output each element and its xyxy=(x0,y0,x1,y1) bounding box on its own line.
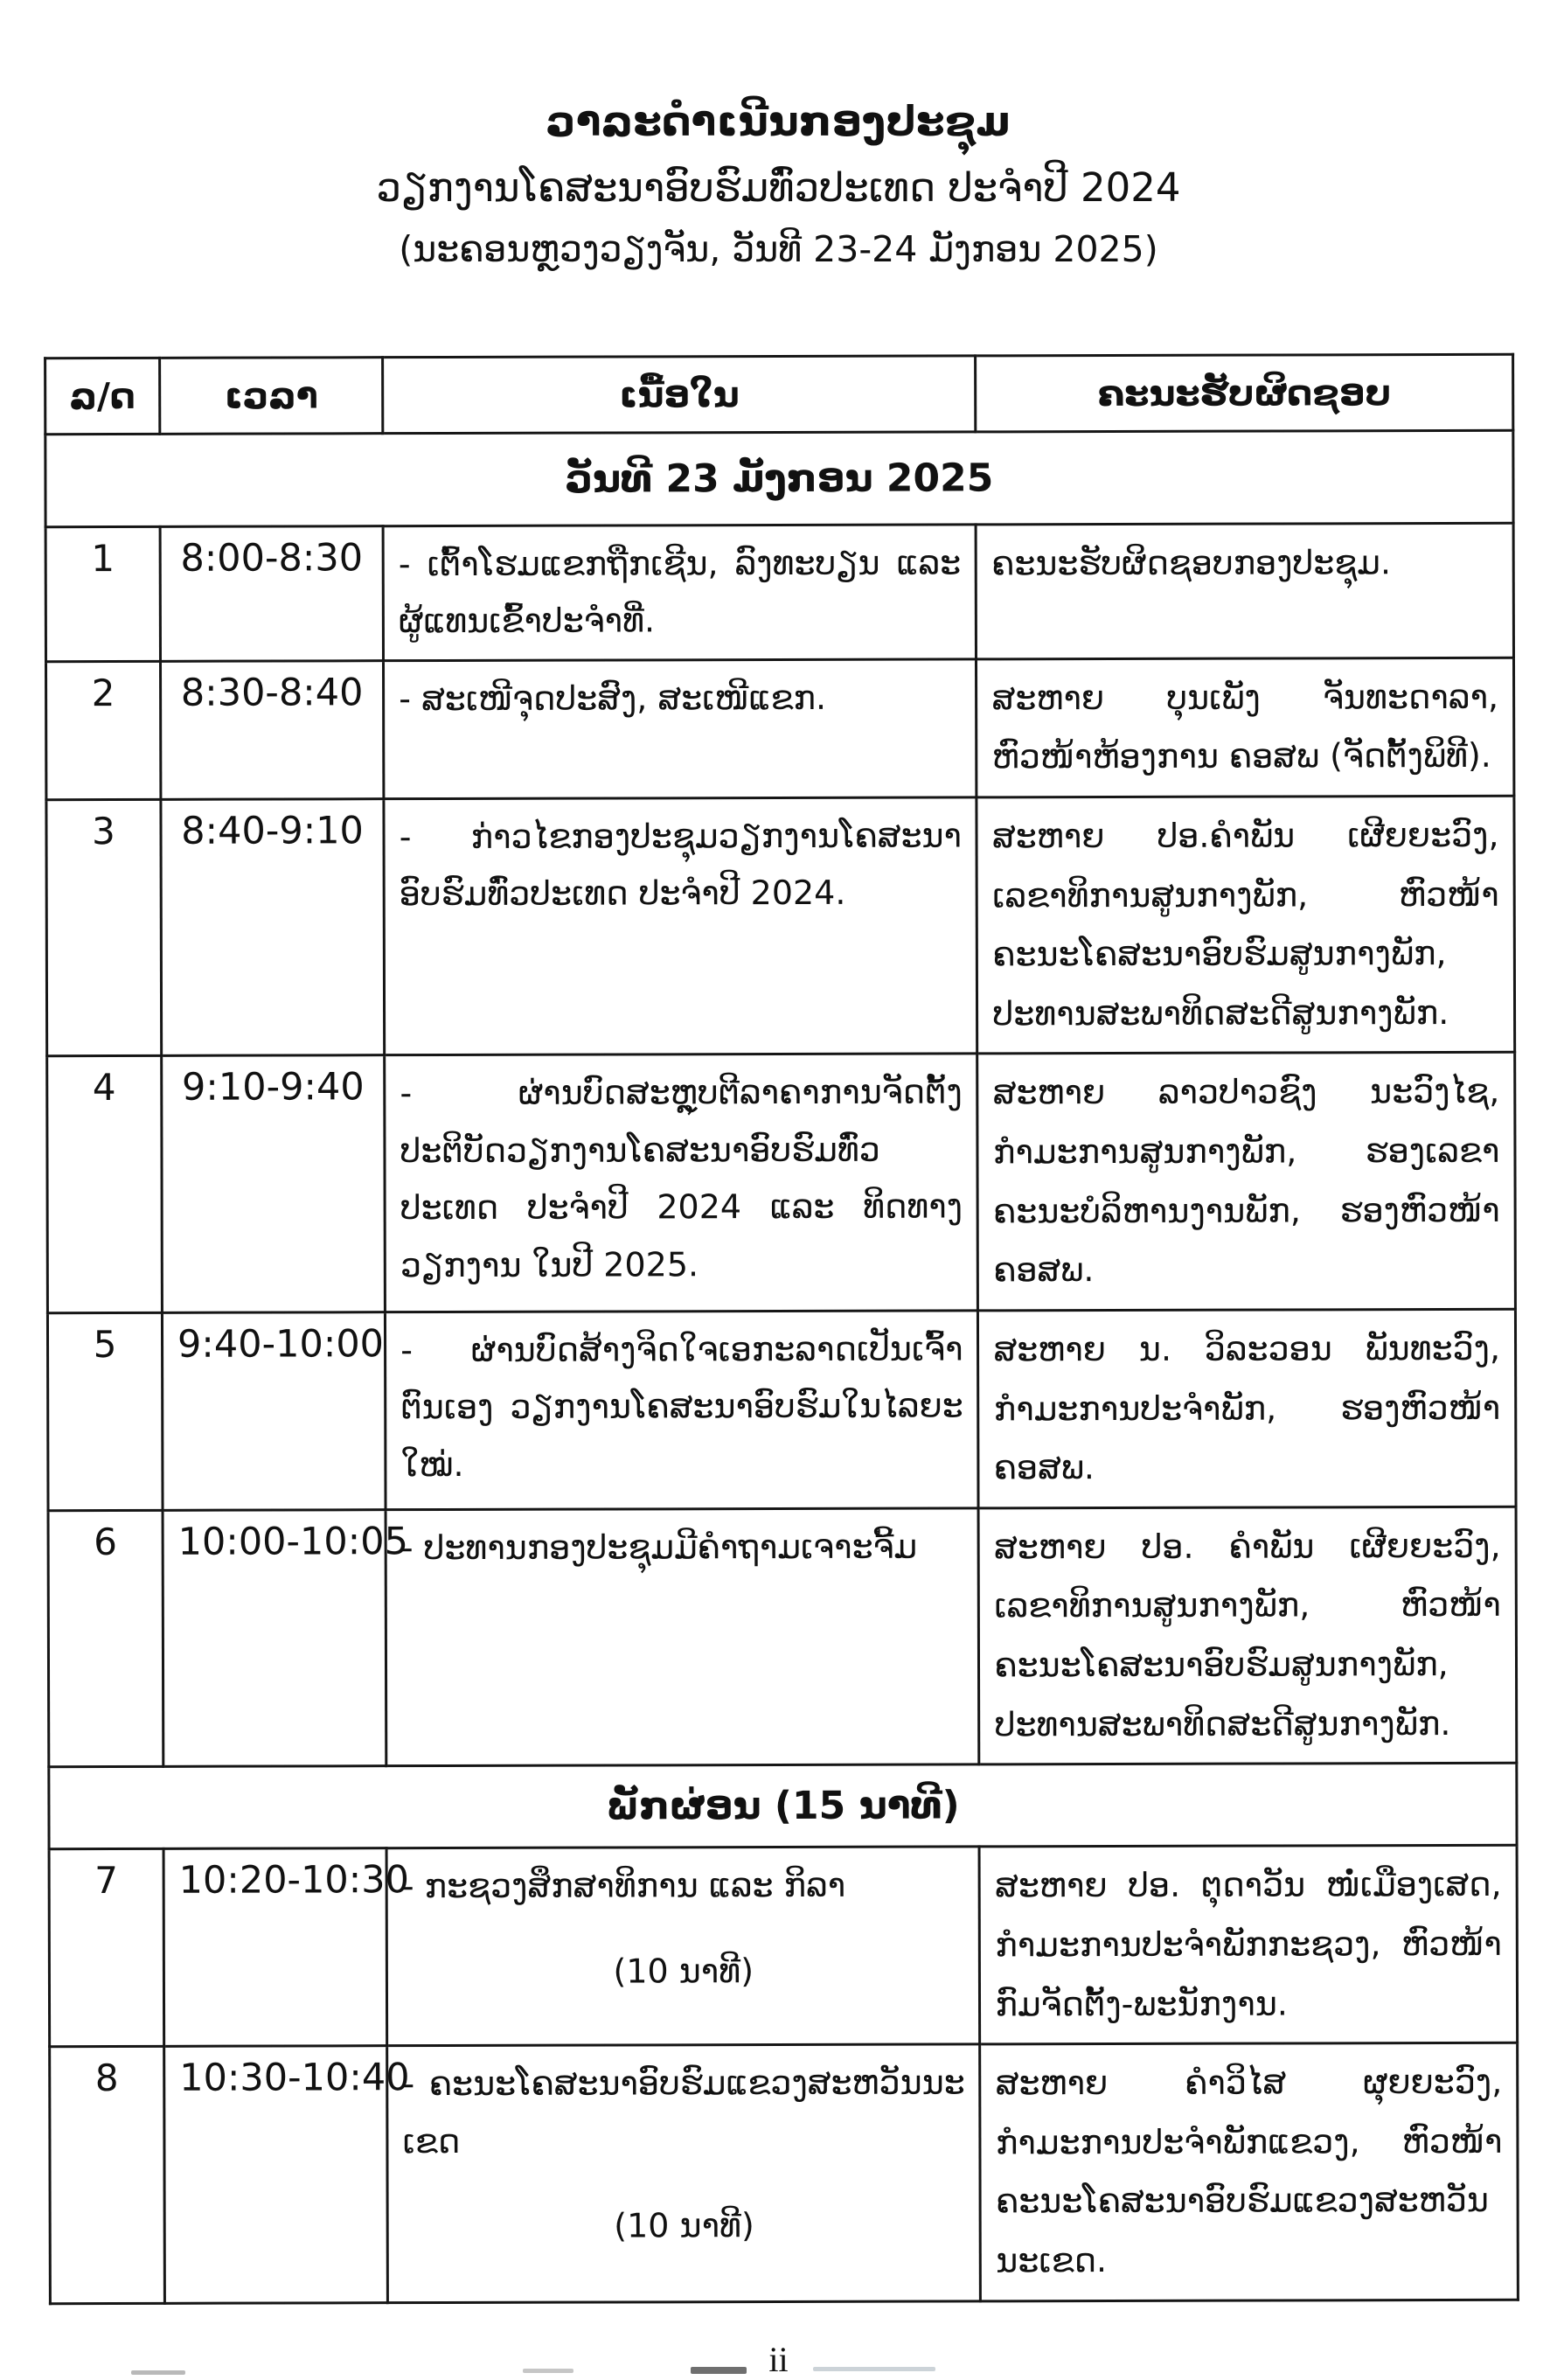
row-number: 5 xyxy=(47,1312,163,1510)
row-duration-note: (10 ນາທີ) xyxy=(614,2205,754,2245)
agenda-row xyxy=(47,1309,1516,1510)
section-header-label: ພັກຜ່ອນ (15 ນາທີ) xyxy=(49,1763,1517,1848)
row-responsible: ສະຫາຍ ບຸນເພັງ ຈັນທະດາລາ, ຫົວໜ້າຫ້ອງການ ຄອສພ (ຈັດຕັ້ງພິທີ). xyxy=(977,658,1514,797)
row-content xyxy=(384,658,977,798)
page-subtitle: ວຽກງານໂຄສະນາອົບຮົມທົ່ວປະເທດ ປະຈຳປີ 2024 xyxy=(376,164,1181,212)
page-title: ວາລະດຳເນີນກອງປະຊຸມ xyxy=(546,98,1011,146)
row-number: 4 xyxy=(47,1055,163,1312)
row-number: 2 xyxy=(45,661,160,800)
column-header-responsible: ຄະນະຮັບຜິດຊອບ xyxy=(976,354,1513,432)
agenda-row xyxy=(49,1845,1518,2046)
page-number: ii xyxy=(768,2340,789,2380)
row-responsible: ສະຫາຍ ປອ.ຄຳພັນ ເຜີຍຍະວົງ, ເລຂາທິການສູນກາງພັກ, ຫົວໜ້າຄະນະໂຄສະນາອົບຮົມສູນກາງພັກ, ປະທານສະພາທິດສະດີສູນກາງພັກ. xyxy=(977,796,1514,1054)
row-number: 8 xyxy=(50,2046,165,2303)
agenda-table-body xyxy=(45,430,1519,2303)
agenda-table-wrap xyxy=(44,352,1519,2304)
row-time: 9:40-10:00 xyxy=(162,1312,386,1510)
row-responsible: ສະຫາຍ ລາວປາວຊົງ ນະວົງໄຊ, ກຳມະການສູນກາງພັກ, ຮອງເລຂາຄະນະບໍລິຫານງານພັກ, ຮອງຫົວໜ້າ ຄອສພ. xyxy=(977,1052,1515,1310)
row-number: 6 xyxy=(48,1510,163,1767)
agenda-row xyxy=(45,523,1513,661)
row-content-text: - ປະທານກອງປະຊຸມມີຄຳຖາມເຈາະຈີ້ມ xyxy=(400,1526,918,1567)
column-header-time: ເວລາ xyxy=(160,357,383,434)
agenda-row xyxy=(45,658,1513,800)
row-number: 7 xyxy=(49,1848,164,2046)
row-number: 1 xyxy=(45,526,160,661)
row-content-text: - ເຕົ້າໂຮມແຂກຖືກເຊີນ, ລົງທະບຽນ ແລະ ຜູ້ແທນເຂົ້າປະຈຳທີ່. xyxy=(398,542,962,641)
row-content-text: - ຜ່ານບົດສະຫຼຸບຕີລາຄາການຈັດຕັ້ງປະຕິບັດວຽກງານໂຄສະນາອົບຮົມທົ່ວປະເທດ ປະຈຳປີ 2024 ແລະ ທິດທາງວຽກງານ ໃນປີ 2025. xyxy=(400,1072,963,1284)
scan-artifact xyxy=(691,2367,747,2374)
row-responsible: ຄະນະຮັບຜິດຊອບກອງປະຊຸມ. xyxy=(977,523,1514,658)
row-time: 9:10-9:40 xyxy=(162,1055,386,1312)
location-date-line: (ນະຄອນຫຼວງວຽງຈັນ, ວັນທີ 23-24 ມັງກອນ 2025) xyxy=(399,228,1158,271)
row-content xyxy=(386,1310,979,1509)
row-content xyxy=(383,524,977,659)
row-time: 10:20-10:30 xyxy=(163,1848,387,2047)
agenda-row xyxy=(47,1052,1516,1312)
row-content-text: - ກະຊວງສຶກສາທິການ ແລະ ກິລາ xyxy=(401,1865,846,1906)
agenda-table-head xyxy=(45,354,1513,434)
column-header-content: ເນື້ອໃນ xyxy=(383,355,977,433)
row-content xyxy=(387,2044,981,2302)
row-time: 8:40-9:10 xyxy=(161,798,385,1055)
scan-artifact xyxy=(813,2367,935,2371)
row-content xyxy=(384,797,977,1054)
section-header-label: ວັນທີ 23 ມັງກອນ 2025 xyxy=(45,430,1513,526)
row-time: 10:00-10:05 xyxy=(163,1509,386,1766)
title-block xyxy=(0,0,1557,275)
row-responsible: ສະຫາຍ ຄຳວິໄສ ຜຸຍຍະວົງ, ກຳມະການປະຈຳພັກແຂວງ, ຫົວໜ້າຄະນະໂຄສະນາອົບຮົມແຂວງສະຫວັນນະເຂດ. xyxy=(980,2042,1518,2300)
header-row xyxy=(45,354,1513,434)
row-content xyxy=(386,1847,980,2046)
column-header-number: ລ/ດ xyxy=(45,358,160,434)
row-content-text: - ກ່າວໄຂກອງປະຊຸມວຽກງານໂຄສະນາອົບຮົມທົ່ວປະເທດ ປະຈຳປີ 2024. xyxy=(399,815,963,914)
scan-artifact xyxy=(523,2369,573,2373)
agenda-row xyxy=(48,1507,1517,1767)
row-responsible: ສະຫາຍ ນ. ວິລະວອນ ພັນທະວົງ, ກຳມະການປະຈຳພັກ, ຮອງຫົວໜ້າ ຄອສພ. xyxy=(978,1309,1516,1507)
row-responsible: ສະຫາຍ ປອ. ຄຳພັນ ເຜີຍຍະວົງ, ເລຂາທິການສູນກາງພັກ, ຫົວໜ້າຄະນະໂຄສະນາອົບຮົມສູນກາງພັກ, ປະທານສະພາທິດສະດີສູນກາງພັກ. xyxy=(979,1507,1517,1764)
agenda-row xyxy=(46,796,1515,1056)
row-content-text: - ຜ່ານບົດສ້າງຈິດໃຈເອກະລາດເປັນເຈົ້າຕົນເອງ ວຽກງານໂຄສະນາອົບຮົມໃນໄລຍະໃໝ່. xyxy=(400,1328,963,1484)
row-responsible: ສະຫາຍ ປອ. ຕຸດາວັນ ໜໍ່ເມືອງເສດ, ກຳມະການປະຈຳພັກກະຊວງ, ຫົວໜ້າກົມຈັດຕັ້ງ-ພະນັກງານ. xyxy=(980,1845,1518,2043)
agenda-row xyxy=(50,2042,1519,2303)
row-duration-note: (10 ນາທີ) xyxy=(613,1951,754,1991)
break-row xyxy=(49,1763,1517,1848)
row-time: 10:30-10:40 xyxy=(164,2045,388,2302)
scan-artifact xyxy=(131,2370,185,2375)
row-time: 8:00-8:30 xyxy=(160,525,384,660)
row-content-text: - ຄະນະໂຄສະນາອົບຮົມແຂວງສະຫວັນນະເຂດ xyxy=(402,2063,965,2161)
row-content-text: - ສະເໜີຈຸດປະສົງ, ສະເໜີແຂກ. xyxy=(399,678,827,718)
day-header-row xyxy=(45,430,1513,526)
row-content xyxy=(386,1507,979,1765)
agenda-table xyxy=(44,352,1519,2304)
row-content xyxy=(385,1054,978,1312)
row-number: 3 xyxy=(46,799,162,1056)
row-time: 8:30-8:40 xyxy=(160,660,384,799)
